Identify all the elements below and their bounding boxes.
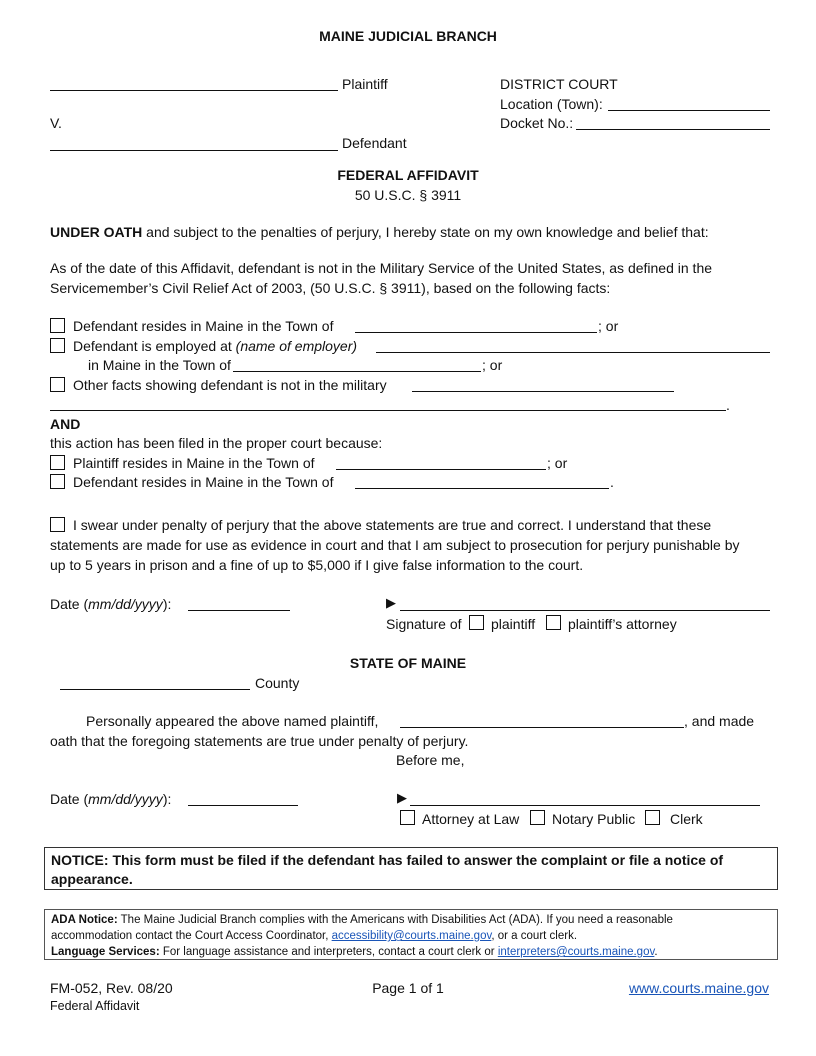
- notice-box: [44, 847, 778, 890]
- form-name: Federal Affidavit: [50, 999, 140, 1013]
- resides-checkbox[interactable]: [50, 318, 65, 333]
- signature-arrow-icon: ▶: [386, 595, 396, 610]
- clerk-label: Clerk: [670, 811, 703, 827]
- employed-label: [73, 338, 357, 354]
- statute-reference: 50 U.S.C. § 3911: [354, 187, 462, 203]
- clerk-checkbox[interactable]: [645, 810, 660, 825]
- defendant-period: .: [610, 474, 614, 490]
- county-field[interactable]: [60, 689, 250, 690]
- employed-checkbox[interactable]: [50, 338, 65, 353]
- other-facts-label: Other facts showing defendant is not in the military: [73, 377, 387, 393]
- and-heading: AND: [50, 416, 81, 432]
- language-text: For language assistance and interpreters, contact a court clerk or: [159, 946, 498, 958]
- page-number: Page 1 of 1: [372, 980, 444, 996]
- form-id: FM-052, Rev. 08/20: [50, 980, 173, 996]
- location-label: Location (Town):: [500, 96, 603, 112]
- plaintiff-resides-label: Plaintiff resides in Maine in the Town of: [73, 455, 315, 471]
- oath-statement: [50, 224, 709, 240]
- notary-signature-field[interactable]: [410, 805, 760, 806]
- signature-field[interactable]: [400, 610, 770, 611]
- county-label: County: [255, 675, 300, 691]
- notice-line-1: NOTICE: This form must be filed if the defendant has failed to answer the complaint or file a notice of: [51, 852, 724, 868]
- notary-date-prefix: Date (: [50, 791, 89, 807]
- ada-text-3: , or a court clerk.: [491, 930, 578, 942]
- appeared-plaintiff-field[interactable]: [400, 727, 684, 728]
- sig-plaintiff-label: plaintiff: [491, 616, 536, 632]
- defendant-name-field[interactable]: [50, 150, 338, 151]
- notice-line-2: appearance.: [51, 871, 133, 887]
- employed-prefix: Defendant is employed at: [73, 338, 232, 354]
- signature-date-field[interactable]: [188, 610, 290, 611]
- plaintiff-town-field[interactable]: [336, 469, 546, 470]
- date-suffix: ):: [162, 596, 172, 612]
- language-end: .: [654, 946, 658, 958]
- oath-text: and subject to the penalties of perjury, I hereby state on my own knowledge and belief that:: [142, 224, 709, 240]
- form-title: FEDERAL AFFIDAVIT: [337, 167, 479, 183]
- interpreters-email-link[interactable]: interpreters@courts.maine.gov: [497, 946, 655, 958]
- website-link[interactable]: www.courts.maine.gov: [628, 980, 769, 996]
- defendant-resides-label: Defendant resides in Maine in the Town of: [73, 474, 334, 490]
- defendant-label: Defendant: [342, 135, 407, 151]
- oath-line: oath that the foregoing statements are true under penalty of perjury.: [50, 733, 469, 749]
- accessibility-email-link[interactable]: accessibility@courts.maine.gov: [331, 930, 492, 942]
- ada-box: [44, 909, 778, 960]
- date-prefix: Date (: [50, 596, 89, 612]
- plaintiff-label: Plaintiff: [342, 76, 388, 92]
- employer-town-field[interactable]: [233, 371, 481, 372]
- resides-town-field[interactable]: [355, 332, 597, 333]
- defendant-town-field[interactable]: [355, 488, 609, 489]
- date-format: mm/dd/yyyy: [88, 596, 163, 612]
- employed-or: ; or: [482, 357, 503, 373]
- employed-hint: (name of employer): [235, 338, 358, 354]
- ada-line-1: [51, 912, 673, 928]
- before-me-label: Before me,: [396, 752, 465, 768]
- other-facts-period: .: [726, 397, 730, 413]
- appeared-label: Personally appeared the above named plaintiff,: [86, 713, 379, 729]
- intro-line-1: As of the date of this Affidavit, defendant is not in the Military Service of the United States, as defined in the: [50, 260, 713, 276]
- venue-intro: this action has been filed in the proper court because:: [50, 435, 383, 451]
- plaintiff-resides-checkbox[interactable]: [50, 455, 65, 470]
- notary-label: Notary Public: [552, 811, 636, 827]
- ada-line-2: [51, 928, 577, 944]
- ada-label: ADA Notice:: [51, 914, 118, 926]
- notary-date-format: mm/dd/yyyy: [88, 791, 163, 807]
- notary-date-label: [50, 791, 171, 807]
- notary-date-field[interactable]: [188, 805, 298, 806]
- versus-label: V.: [50, 115, 62, 131]
- sig-attorney-checkbox[interactable]: [546, 615, 561, 630]
- employed-town-label: in Maine in the Town of: [88, 357, 231, 373]
- other-facts-field-2[interactable]: [50, 410, 726, 411]
- attorney-label: Attorney at Law: [422, 811, 520, 827]
- attorney-checkbox[interactable]: [400, 810, 415, 825]
- notary-arrow-icon: ▶: [397, 790, 407, 805]
- other-facts-field[interactable]: [412, 391, 674, 392]
- resides-or: ; or: [598, 318, 619, 334]
- location-field[interactable]: [608, 110, 770, 111]
- swear-line-1: I swear under penalty of perjury that the above statements are true and correct. I understand that these: [73, 517, 712, 533]
- employer-field[interactable]: [376, 352, 770, 353]
- state-heading: STATE OF MAINE: [349, 655, 467, 671]
- sig-plaintiff-checkbox[interactable]: [469, 615, 484, 630]
- docket-field[interactable]: [576, 129, 770, 130]
- defendant-resides-checkbox[interactable]: [50, 474, 65, 489]
- intro-line-2: Servicemember’s Civil Relief Act of 2003, (50 U.S.C. § 3911), based on the following facts:: [50, 280, 611, 296]
- page-title: MAINE JUDICIAL BRANCH: [319, 28, 497, 44]
- resides-label: Defendant resides in Maine in the Town of: [73, 318, 334, 334]
- plaintiff-or: ; or: [547, 455, 568, 471]
- ada-text-2: accommodation contact the Court Access Coordinator,: [51, 930, 332, 942]
- and-made-label: , and made: [684, 713, 755, 729]
- docket-label: Docket No.:: [500, 115, 574, 131]
- sig-attorney-label: plaintiff’s attorney: [568, 616, 677, 632]
- signature-date-label: [50, 596, 171, 612]
- swear-checkbox[interactable]: [50, 517, 65, 532]
- signature-of-label: Signature of: [386, 616, 462, 632]
- notary-date-suffix: ):: [162, 791, 172, 807]
- notary-checkbox[interactable]: [530, 810, 545, 825]
- other-facts-checkbox[interactable]: [50, 377, 65, 392]
- ada-text-1: The Maine Judicial Branch complies with the Americans with Disabilities Act (ADA). If you need a reasonable: [117, 914, 673, 926]
- ada-line-3: [51, 944, 658, 960]
- court-name: DISTRICT COURT: [500, 76, 618, 92]
- plaintiff-name-field[interactable]: [50, 90, 338, 91]
- swear-line-3: up to 5 years in prison and a fine of up to $5,000 if I give false information to the court.: [50, 557, 584, 573]
- oath-bold: UNDER OATH: [50, 224, 143, 240]
- language-label: Language Services:: [51, 946, 160, 958]
- swear-line-2: statements are made for use as evidence in court and that I am subject to prosecution for perjury punishable by: [50, 537, 740, 553]
